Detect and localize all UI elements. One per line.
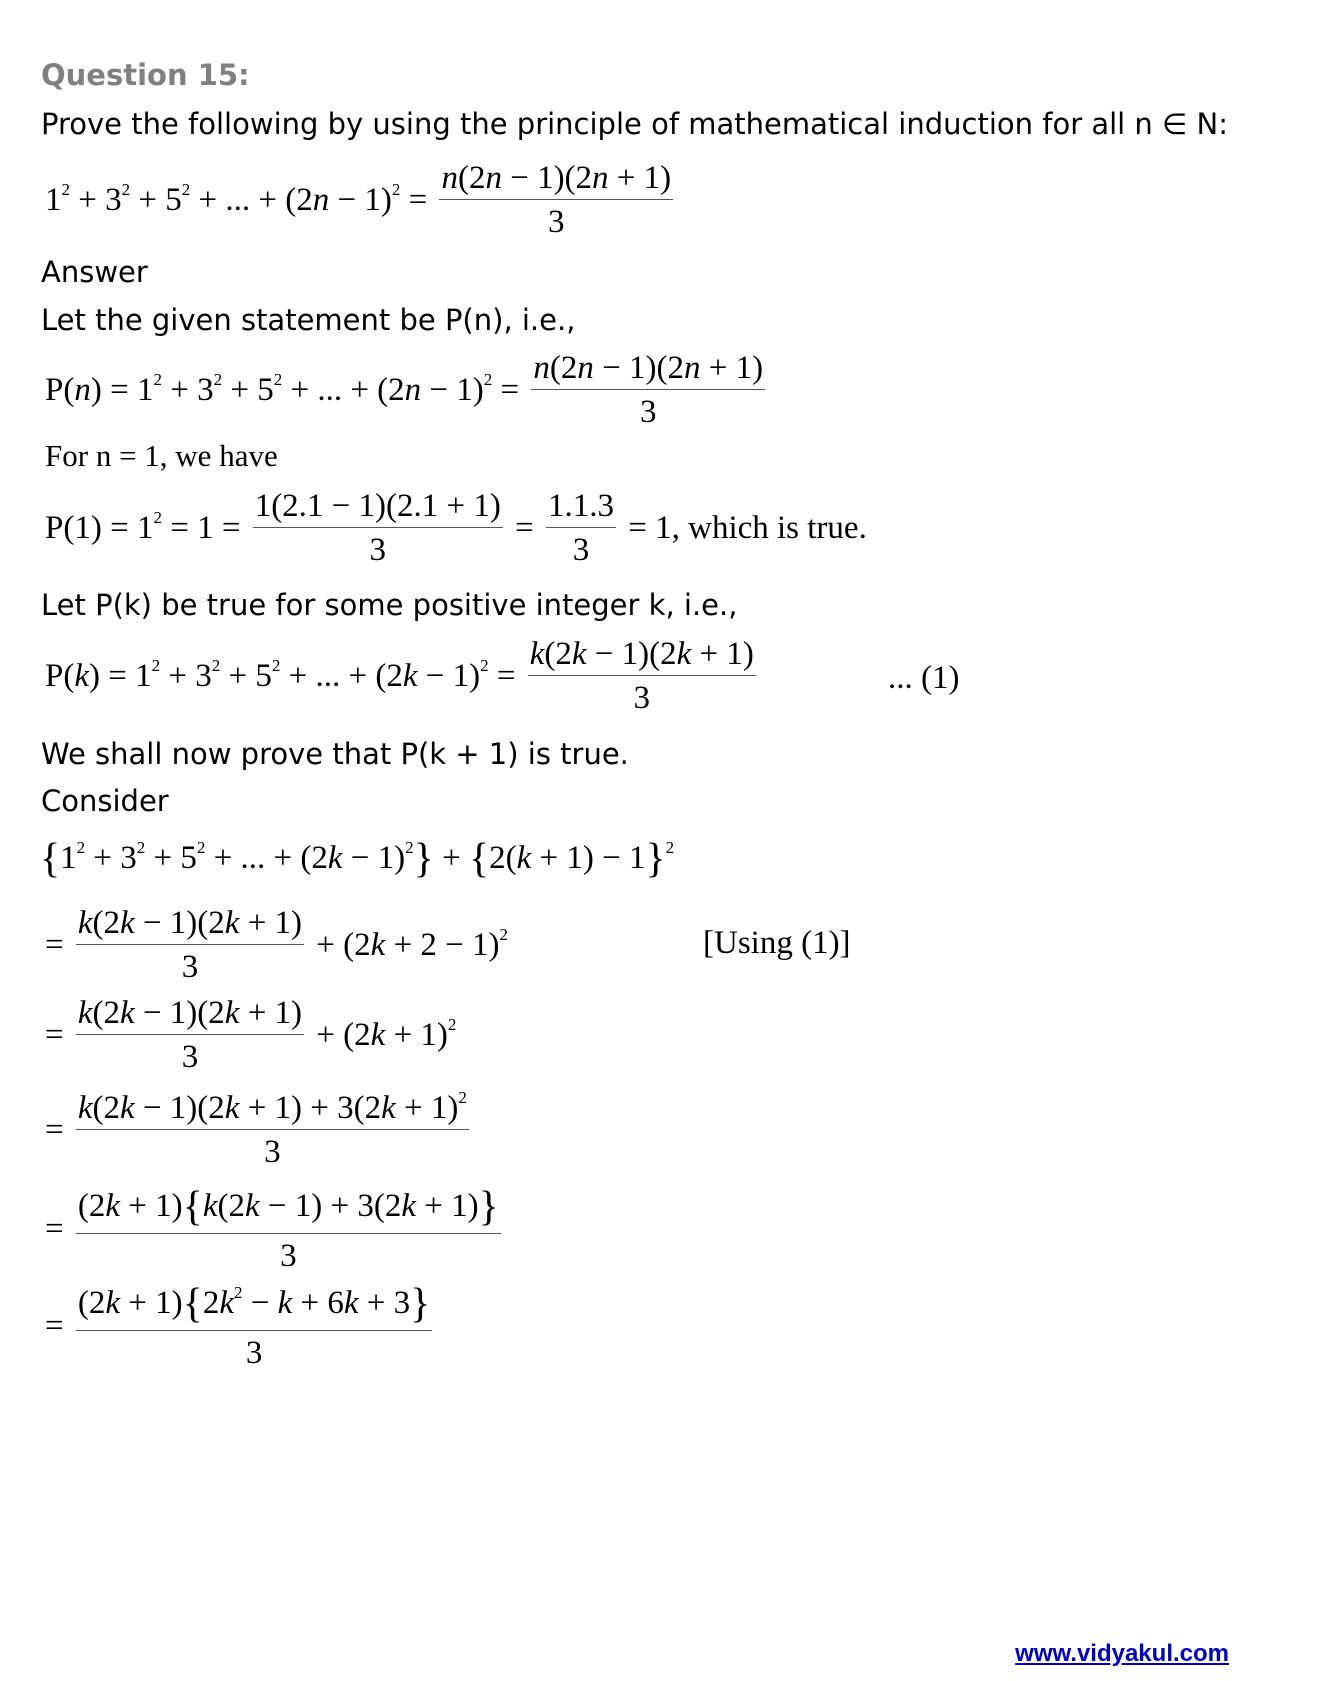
answer-label: Answer — [41, 255, 148, 289]
question-title: Question 15: — [41, 58, 250, 92]
which-true-text: = 1, which is true. — [628, 510, 867, 546]
pk-formula: $P(k) = 1^2 + 3^2 + 5^2$ + ... + $(2k - 1)^2$ = $\frac{k(2k - 1)(2k + 1)}{3}$ — [45, 636, 754, 716]
let-pk-text: Let P(k) be true for some positive integer k, i.e., — [41, 588, 738, 622]
step-2: = $\frac{k(2k - 1)(2k + 1)}{3}$ + $(2k + 1)^2$ — [45, 995, 457, 1075]
step-3: = $\frac{k(2k - 1)(2k + 1) + 3(2k + 1)^2}{3}$ — [45, 1088, 467, 1170]
consider-text: Consider — [41, 784, 169, 818]
for-n1-text: For n = 1, we have — [45, 438, 278, 473]
step-4: = $\frac{(2k + 1)\{k(2k - 1) + 3(2k + 1)\}}{3}$ — [45, 1184, 499, 1274]
using-1-tag: [Using (1)] — [703, 925, 851, 961]
equation-tag-1: ... (1) — [888, 660, 960, 696]
given-formula: $1^2 + 3^2 + 5^2$ + ... + $(2n - 1)^2$ = $\frac{n(2n - 1)(2n + 1)}{3}$ — [45, 160, 672, 240]
let-statement-text: Let the given statement be P(n), i.e., — [41, 303, 576, 337]
p1-formula: $P(1) = 1^2 = 1$ = $\frac{1(2.1 - 1)(2.1 + 1)}{3}$ = $\frac{1.1.3}{3}$ = 1, which is true. — [45, 488, 867, 568]
step-5: = $\frac{(2k + 1)\{2k^2 - k + 6k + 3\}}{3}$ — [45, 1281, 431, 1371]
consider-expression: {$1^2 + 3^2 + 5^2$ + ... + $(2k - 1)^2\} + \{2(k + 1) - 1\}^2$ — [40, 836, 675, 882]
website-link[interactable]: www.vidyakul.com — [1015, 1640, 1229, 1667]
step-1: = $\frac{k(2k - 1)(2k + 1)}{3}$ + $(2k + 2 - 1)^2$ — [45, 905, 509, 985]
pn-formula: $P(n) = 1^2 + 3^2 + 5^2$ + ... + $(2n - 1)^2$ = $\frac{n(2n - 1)(2n + 1)}{3}$ — [45, 350, 764, 430]
shall-prove-text: We shall now prove that P(k + 1) is true. — [41, 737, 629, 771]
question-prompt: Prove the following by using the principle of mathematical induction for all n ∈ N: — [41, 107, 1228, 141]
